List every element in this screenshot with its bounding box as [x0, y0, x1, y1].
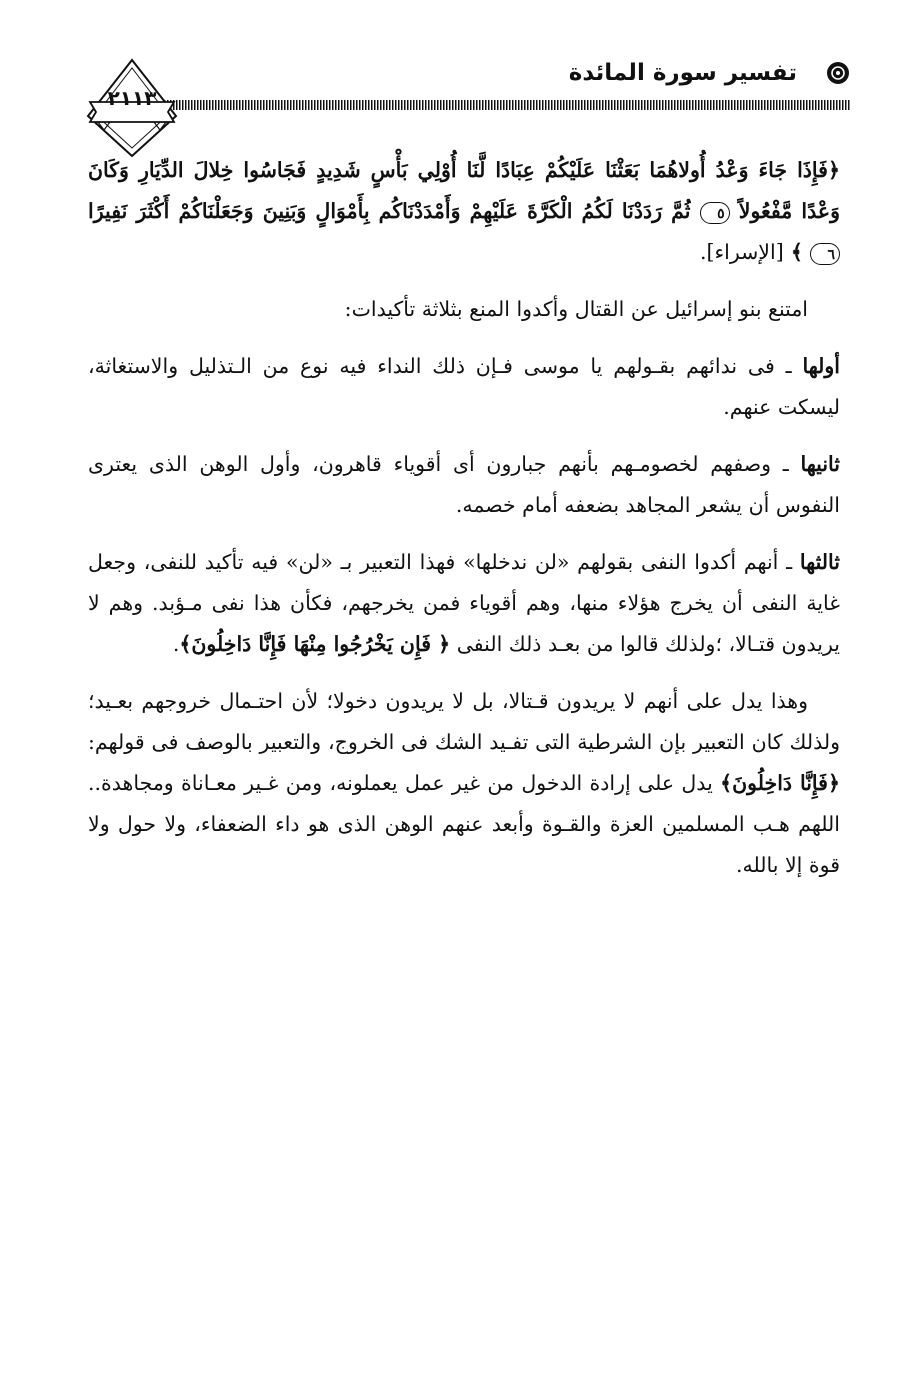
verse-open-bracket: ﴿ — [827, 158, 840, 182]
closing-paragraph — [88, 681, 840, 886]
third-point-text: ـ أنهم أكدوا النفى بقولهم «لن ندخلها» فهذا التعبير بـ «لن» فيه تأكيد للنفى، وجعل غاية النفى أن يخرج هؤلاء منها، وهم أقوياء فمن يخرجهم، فكأن هذا نفى مـؤبد. وهم لا يريدون قتـالا، ؛ولذلك قالوا من بعـد ذلك النفى — [88, 550, 840, 656]
page-header — [80, 40, 855, 160]
verse-close-bracket: ﴾ — [790, 240, 803, 264]
page-number: ٢١١٣ — [107, 86, 157, 110]
closing-text-2: يدل على إرادة الدخول من غير عمل يعملونه، ومن غـير معـاناة ومجاهدة.. اللهم هـب المسلمين العزة والقـوة وأبعد عنهم الوهن الذى هو داء الضعفاء، ولا حول ولا قوة إلا بالله. — [88, 771, 840, 877]
verse-text-6: ثُمَّ رَدَدْنَا لَكُمُ الْكَرَّةَ عَلَيْهِمْ وَأَمْدَدْنَاكُم بِأَمْوَالٍ وَبَنِينَ وَجَعَلْنَاكُمْ أَكْثَرَ نَفِيرًا — [88, 199, 691, 223]
surah-reference: [الإسراء]. — [699, 240, 784, 264]
third-point-end: . — [172, 632, 180, 656]
quran-verses — [88, 150, 840, 273]
page-body — [88, 150, 840, 902]
closing-text-1: وهذا يدل على أنهم لا يريدون قـتالا، بل لا يريدون دخولا؛ لأن احتـمال خروجهم بعـيد؛ ولذلك كان التعبير بإن الشرطية التى تفـيد الشك فى الخروج، والتعبير بالوصف فى قولهم: — [88, 689, 840, 754]
first-point-paragraph — [88, 346, 840, 428]
ayah-number-5: ٥ — [700, 202, 730, 224]
ayah-number-6: ٦ — [810, 243, 840, 265]
third-point-lead: ثالثها — [799, 550, 840, 574]
closing-quran-quote: ﴿فَإِنَّا دَاخِلُونَ﴾ — [720, 771, 840, 795]
first-point-text: ـ فى ندائهم بقـولهم يا موسى فـإن ذلك النداء فيه نوع من الـتذليل والاستغاثة، ليسكت عنهم. — [88, 354, 840, 419]
third-point-paragraph — [88, 542, 840, 665]
header-rule — [158, 100, 851, 110]
running-title: تفسير سورة المائدة — [568, 60, 797, 86]
third-point-quran-quote: ﴿ فَإِن يَخْرُجُوا مِنْهَا فَإِنَّا دَاخِلُونَ﴾ — [179, 632, 451, 656]
second-point-paragraph — [88, 444, 840, 526]
second-point-text: ـ وصفهم لخصومـهم بأنهم جبارون أى أقوياء قاهرون، وأول الوهن الذى يعترى النفوس أن يشعر المجاهد بضعفه أمام خصمه. — [88, 452, 840, 517]
ornament-icon — [825, 60, 851, 86]
intro-paragraph: امتنع بنو إسرائيل عن القتال وأكدوا المنع بثلاثة تأكيدات: — [344, 297, 808, 321]
verse-text-5: فَإِذَا جَاءَ وَعْدُ أُولاهُمَا بَعَثْنَا عَلَيْكُمْ عِبَادًا لَّنَا أُوْلِي بَأْسٍ شَدِيدٍ فَجَاسُوا خِلالَ الدِّيَارِ وَكَانَ وَعْدًا مَّفْعُولاً — [88, 158, 840, 223]
first-point-lead: أولها — [802, 354, 840, 378]
second-point-lead: ثانيها — [800, 452, 840, 476]
